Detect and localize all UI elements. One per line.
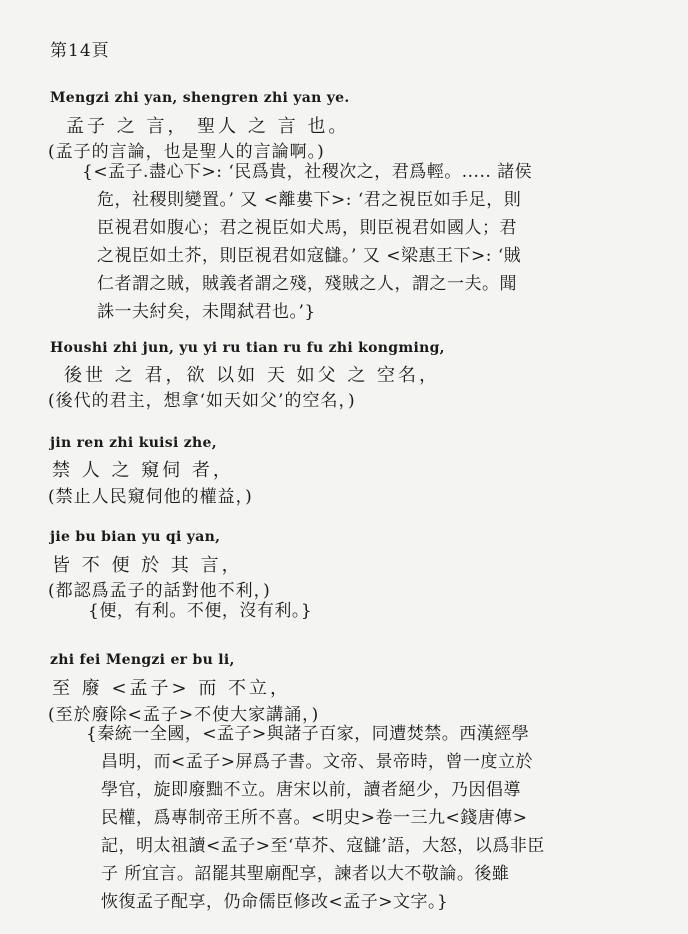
chinese-line: 孟子 之 言， 聖人 之 言 也。 bbox=[66, 116, 350, 137]
chinese-line: 禁 人 之 窺伺 者， bbox=[52, 460, 234, 481]
note-line: 昌明，而<孟子>屏爲子書。文帝、景帝時，曾一度立於 bbox=[101, 752, 533, 772]
note-line: 臣視君如腹心；君之視臣如犬馬，則臣視君如國人；君 bbox=[97, 218, 517, 238]
translation-line: (都認爲孟子的話對他不利，) bbox=[48, 581, 271, 601]
note-line: 誅一夫紂矣，未聞弑君也。’} bbox=[97, 302, 316, 322]
commentary-note bbox=[86, 720, 666, 916]
pinyin-line: Mengzi zhi yan, shengren zhi yan ye. bbox=[50, 90, 350, 106]
note-line: 危，社稷則變置。’ 又 <離婁下>: ‘君之視臣如手足，則 bbox=[97, 190, 522, 210]
note-line: 民權，爲專制帝王所不喜。<明史>卷一三九<錢唐傳> bbox=[101, 808, 528, 828]
chinese-line: 至 廢 <孟子> 而 不立， bbox=[52, 678, 292, 699]
pinyin-line: jin ren zhi kuisi zhe, bbox=[50, 435, 217, 451]
note-line: 記，明太祖讀<孟子>至‘草芥、寇讎’語，大怒，以爲非臣 bbox=[101, 836, 545, 856]
note-line: 之視臣如土芥，則臣視君如寇讎。’ 又 <梁惠王下>: ‘賊 bbox=[97, 246, 522, 266]
pinyin-line: zhi fei Mengzi er bu li, bbox=[50, 652, 235, 668]
pinyin-line: jie bu bian yu qi yan, bbox=[50, 529, 221, 545]
translation-line: (至於廢除<孟子>不使大家講誦，) bbox=[48, 705, 320, 725]
note-line: 仁者謂之賊，賊義者謂之殘，殘賊之人，謂之一夫。聞 bbox=[97, 274, 517, 294]
chinese-line: 後世 之 君，欲 以如 天 如父 之 空名， bbox=[64, 365, 441, 386]
note-line: {便，有利。不便，沒有利。} bbox=[88, 601, 313, 621]
commentary-note bbox=[88, 597, 668, 625]
commentary-note bbox=[82, 158, 662, 326]
note-line: 子 所宜言。詔罷其聖廟配享，諫者以大不敬論。後雖 bbox=[101, 864, 510, 884]
note-line: {秦統一全國，<孟子>與諸子百家，同遭焚禁。西漢經學 bbox=[86, 724, 530, 744]
chinese-line: 皆 不 便 於 其 言， bbox=[52, 555, 243, 576]
note-line: 恢復孟子配享，仍命儒臣修改<孟子>文字。} bbox=[101, 892, 449, 912]
page-number: 第14頁 bbox=[50, 41, 110, 61]
note-line: 學官，旋即廢黜不立。唐宋以前，讀者絕少，乃因倡導 bbox=[101, 780, 521, 800]
note-line: {<孟子.盡心下>: ‘民爲貴，社稷次之，君爲輕。..... 諸侯 bbox=[82, 162, 533, 182]
translation-line: (禁止人民窺伺他的權益，) bbox=[48, 487, 253, 507]
translation-line: (孟子的言論，也是聖人的言論啊。) bbox=[48, 142, 325, 162]
translation-line: (後代的君主，想拿‘如天如父’的空名，) bbox=[48, 391, 356, 411]
pinyin-line: Houshi zhi jun, yu yi ru tian ru fu zhi kongming, bbox=[50, 340, 445, 356]
